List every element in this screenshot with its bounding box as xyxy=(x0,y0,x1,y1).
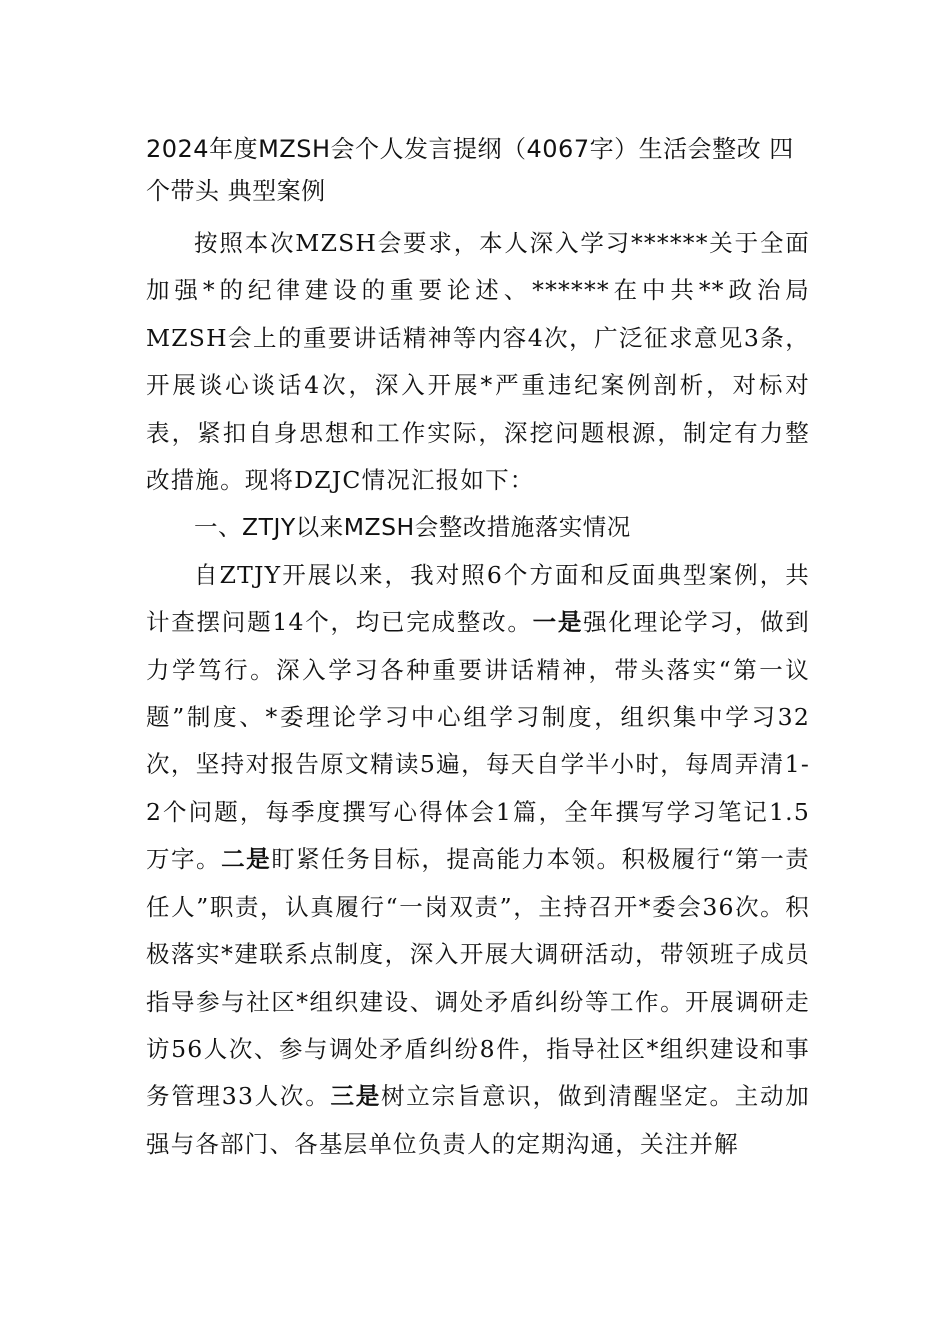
item-2-ordinal: 二是 xyxy=(221,845,272,874)
document-title: 2024年度MZSH会个人发言提纲（4067字）生活会整改 四个带头 典型案例 xyxy=(146,135,794,205)
item-3-ordinal: 三是 xyxy=(330,1082,382,1111)
item-2-text: 盯紧任务目标，提高能力本领。积极履行“第一责任人”职责，认真履行“一岗双责”，主持召开*委会36次。积极落实*建联系点制度，深入开展大调研活动，带领班子成员指导参与社区*组织建设、调处矛盾纠纷等工作。开展调研走访56人次、参与调处矛盾纠纷8件，指导社区*组织建设和事务管理33人次。 xyxy=(146,845,810,1111)
intro-paragraph: 按照本次MZSH会要求，本人深入学习******关于全面加强*的纪律建设的重要论述、******在中共**政治局MZSH会上的重要讲话精神等内容4次，广泛征求意见3条，开展谈心谈话4次，深入开展*严重违纪案例剖析，对标对表，紧扣自身思想和工作实际，深挖问题根源，制定有力整改措施。现将DZJC情况汇报如下： xyxy=(146,229,810,495)
item-1-ordinal: 一是 xyxy=(532,608,584,637)
item-3-text: 树立宗旨意识，做到清醒坚定。主动加强与各部门、各基层单位负责人的定期沟通，关注并解 xyxy=(146,1082,811,1158)
section-heading-1: 一、ZTJY以来MZSH会整改措施落实情况 xyxy=(194,513,631,542)
section-1-paragraph xyxy=(146,552,810,1168)
document-body xyxy=(146,128,810,1168)
section-1-lead: 自ZTJY开展以来，我对照6个方面和反面典型案例，共计查摆问题14个，均已完成整改。 xyxy=(146,560,810,637)
item-1-text: 强化理论学习，做到力学笃行。深入学习各种重要讲话精神，带头落实“第一议题”制度、*委理论学习中心组学习制度，组织集中学习32次，坚持对报告原文精读5遍，每天自学半小时，每周弄清1-2个问题，每季度撰写心得体会1篇，全年撰写学习笔记1.5万字。 xyxy=(146,608,810,874)
